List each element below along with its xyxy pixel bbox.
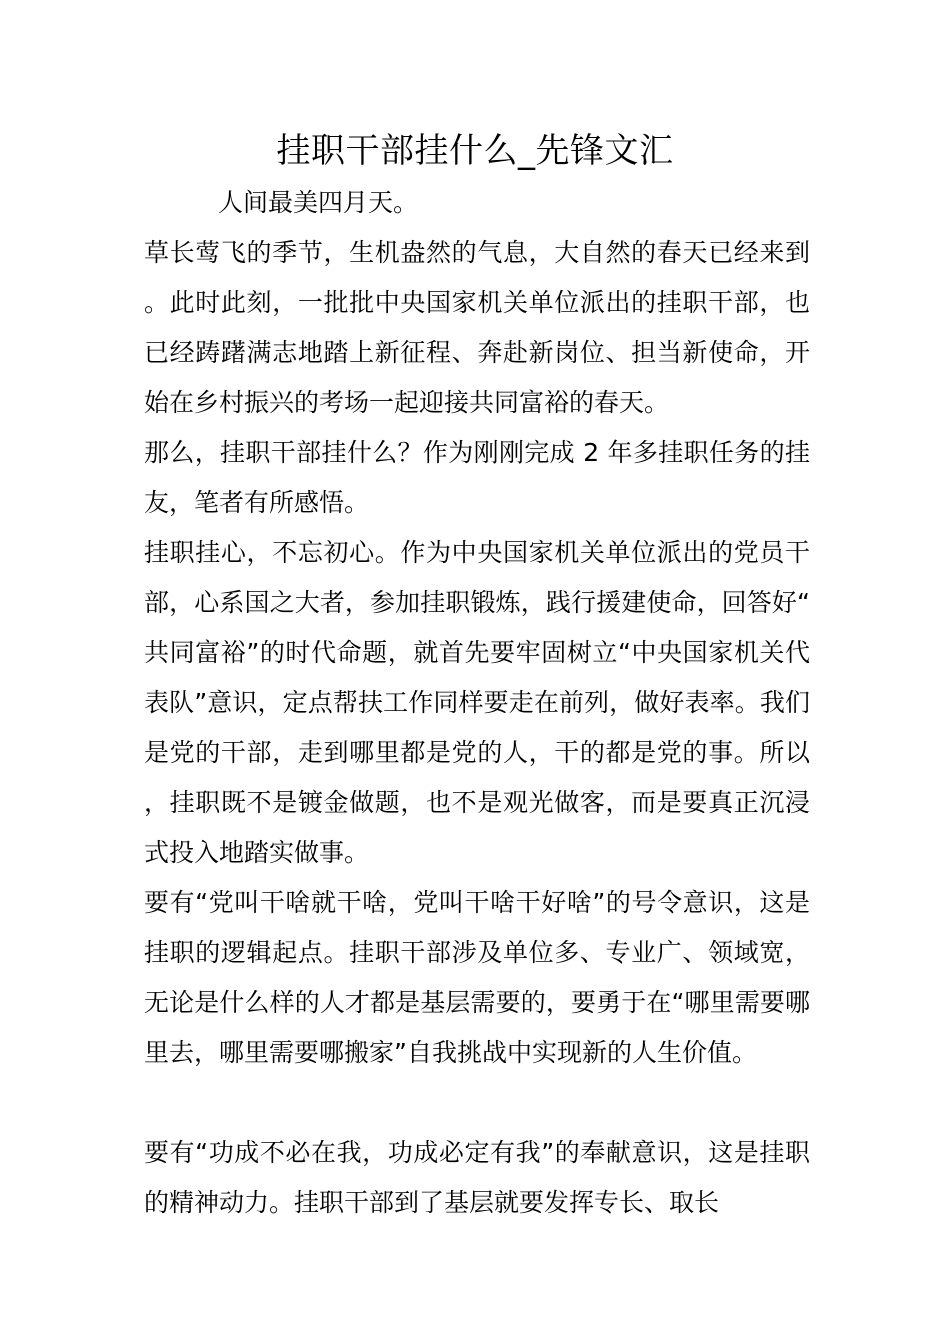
document-title: 挂职干部挂什么_先锋文汇 <box>276 131 674 171</box>
paragraph-1: 人间最美四月天。 <box>218 188 419 217</box>
paragraph-4: 挂职挂心，不忘初心。作为中央国家机关单位派出的党员干部，心系国之大者，参加挂职锻炼，践行援建使命，回答好“共同富裕”的时代命题，就首先要牢固树立“中央国家机关代表队”意识，定点帮扶工作同样要走在前列，做好表率。我们是党的干部，走到哪里都是党的人，干的都是党的事。所以，挂职既不是镀金做题，也不是观光做客，而是要真正沉浸式投入地踏实做事。 <box>144 538 810 867</box>
paragraph-5: 要有“党叫干啥就干啥，党叫干啥干好啥”的号令意识，这是挂职的逻辑起点。挂职干部涉及单位多、专业广、领域宽，无论是什么样的人才都是基层需要的，要勇于在“哪里需要哪里去，哪里需要哪搬家”自我挑战中实现新的人生价值。 <box>144 888 810 1067</box>
paragraph-3: 那么，挂职干部挂什么？作为刚刚完成 2 年多挂职任务的挂友，笔者有所感悟。 <box>144 438 810 517</box>
paragraph-2: 草长莺飞的季节，生机盎然的气息，大自然的春天已经来到。此时此刻，一批批中央国家机关单位派出的挂职干部，也已经踌躇满志地踏上新征程、奔赴新岗位、担当新使命，开始在乡村振兴的考场一起迎接共同富裕的春天。 <box>144 238 810 417</box>
paragraph-6: 要有“功成不必在我，功成必定有我”的奉献意识，这是挂职的精神动力。挂职干部到了基层就要发挥专长、取长 <box>144 1138 810 1217</box>
